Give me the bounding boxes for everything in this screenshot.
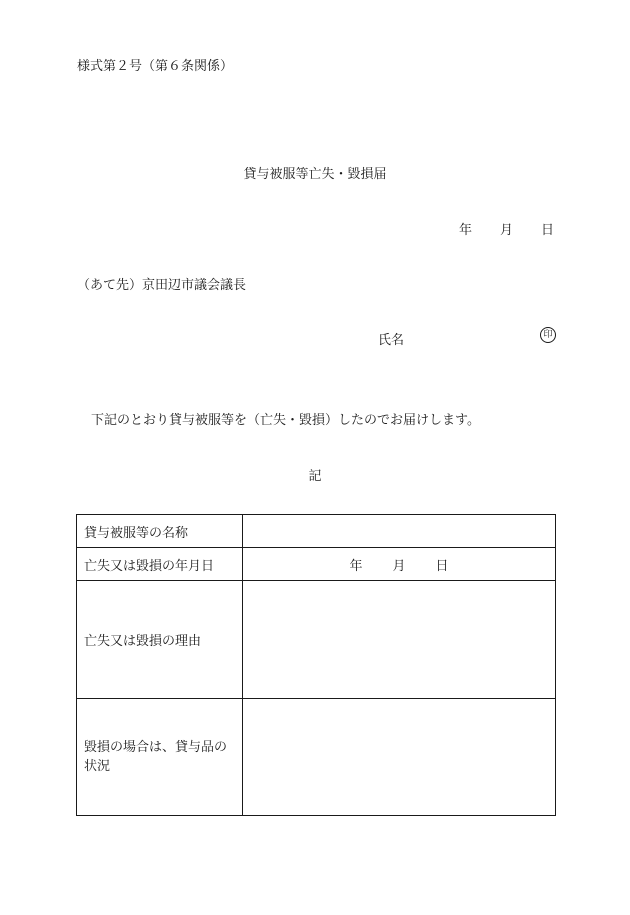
row-label: 亡失又は毀損の年月日 [77, 548, 243, 581]
document-title: 貸与被服等亡失・毀損届 [243, 167, 387, 182]
addressee: （あて先）京田辺市議会議長 [77, 278, 247, 293]
name-label: 氏名 [378, 333, 405, 348]
loss-date-year: 年 [349, 558, 363, 574]
date-day: 日 [541, 223, 555, 238]
item-name-field[interactable] [243, 515, 556, 548]
ki-label: 記 [308, 469, 322, 484]
date-month: 月 [500, 223, 514, 238]
seal-mark: 印 [540, 327, 556, 343]
damage-status-field[interactable] [243, 699, 556, 816]
details-table [76, 514, 556, 816]
date-year: 年 [459, 223, 473, 238]
row-label: 毀損の場合は、貸与品の状況 [77, 699, 243, 816]
body-text: 下記のとおり貸与被服等を（亡失・毀損）したのでお届けします。 [91, 413, 480, 428]
form-number: 様式第２号（第６条関係） [77, 59, 234, 74]
row-label: 貸与被服等の名称 [77, 515, 243, 548]
row-label: 亡失又は毀損の理由 [77, 581, 243, 699]
reason-field[interactable] [243, 581, 556, 699]
loss-date-day: 日 [435, 558, 449, 574]
loss-date-field[interactable] [243, 548, 556, 581]
loss-date-month: 月 [392, 558, 406, 574]
table-row-reason [77, 581, 556, 699]
table-row-item-name [77, 515, 556, 548]
table-row-date [77, 548, 556, 581]
table-row-damage-status [77, 699, 556, 816]
date-line [459, 219, 554, 238]
